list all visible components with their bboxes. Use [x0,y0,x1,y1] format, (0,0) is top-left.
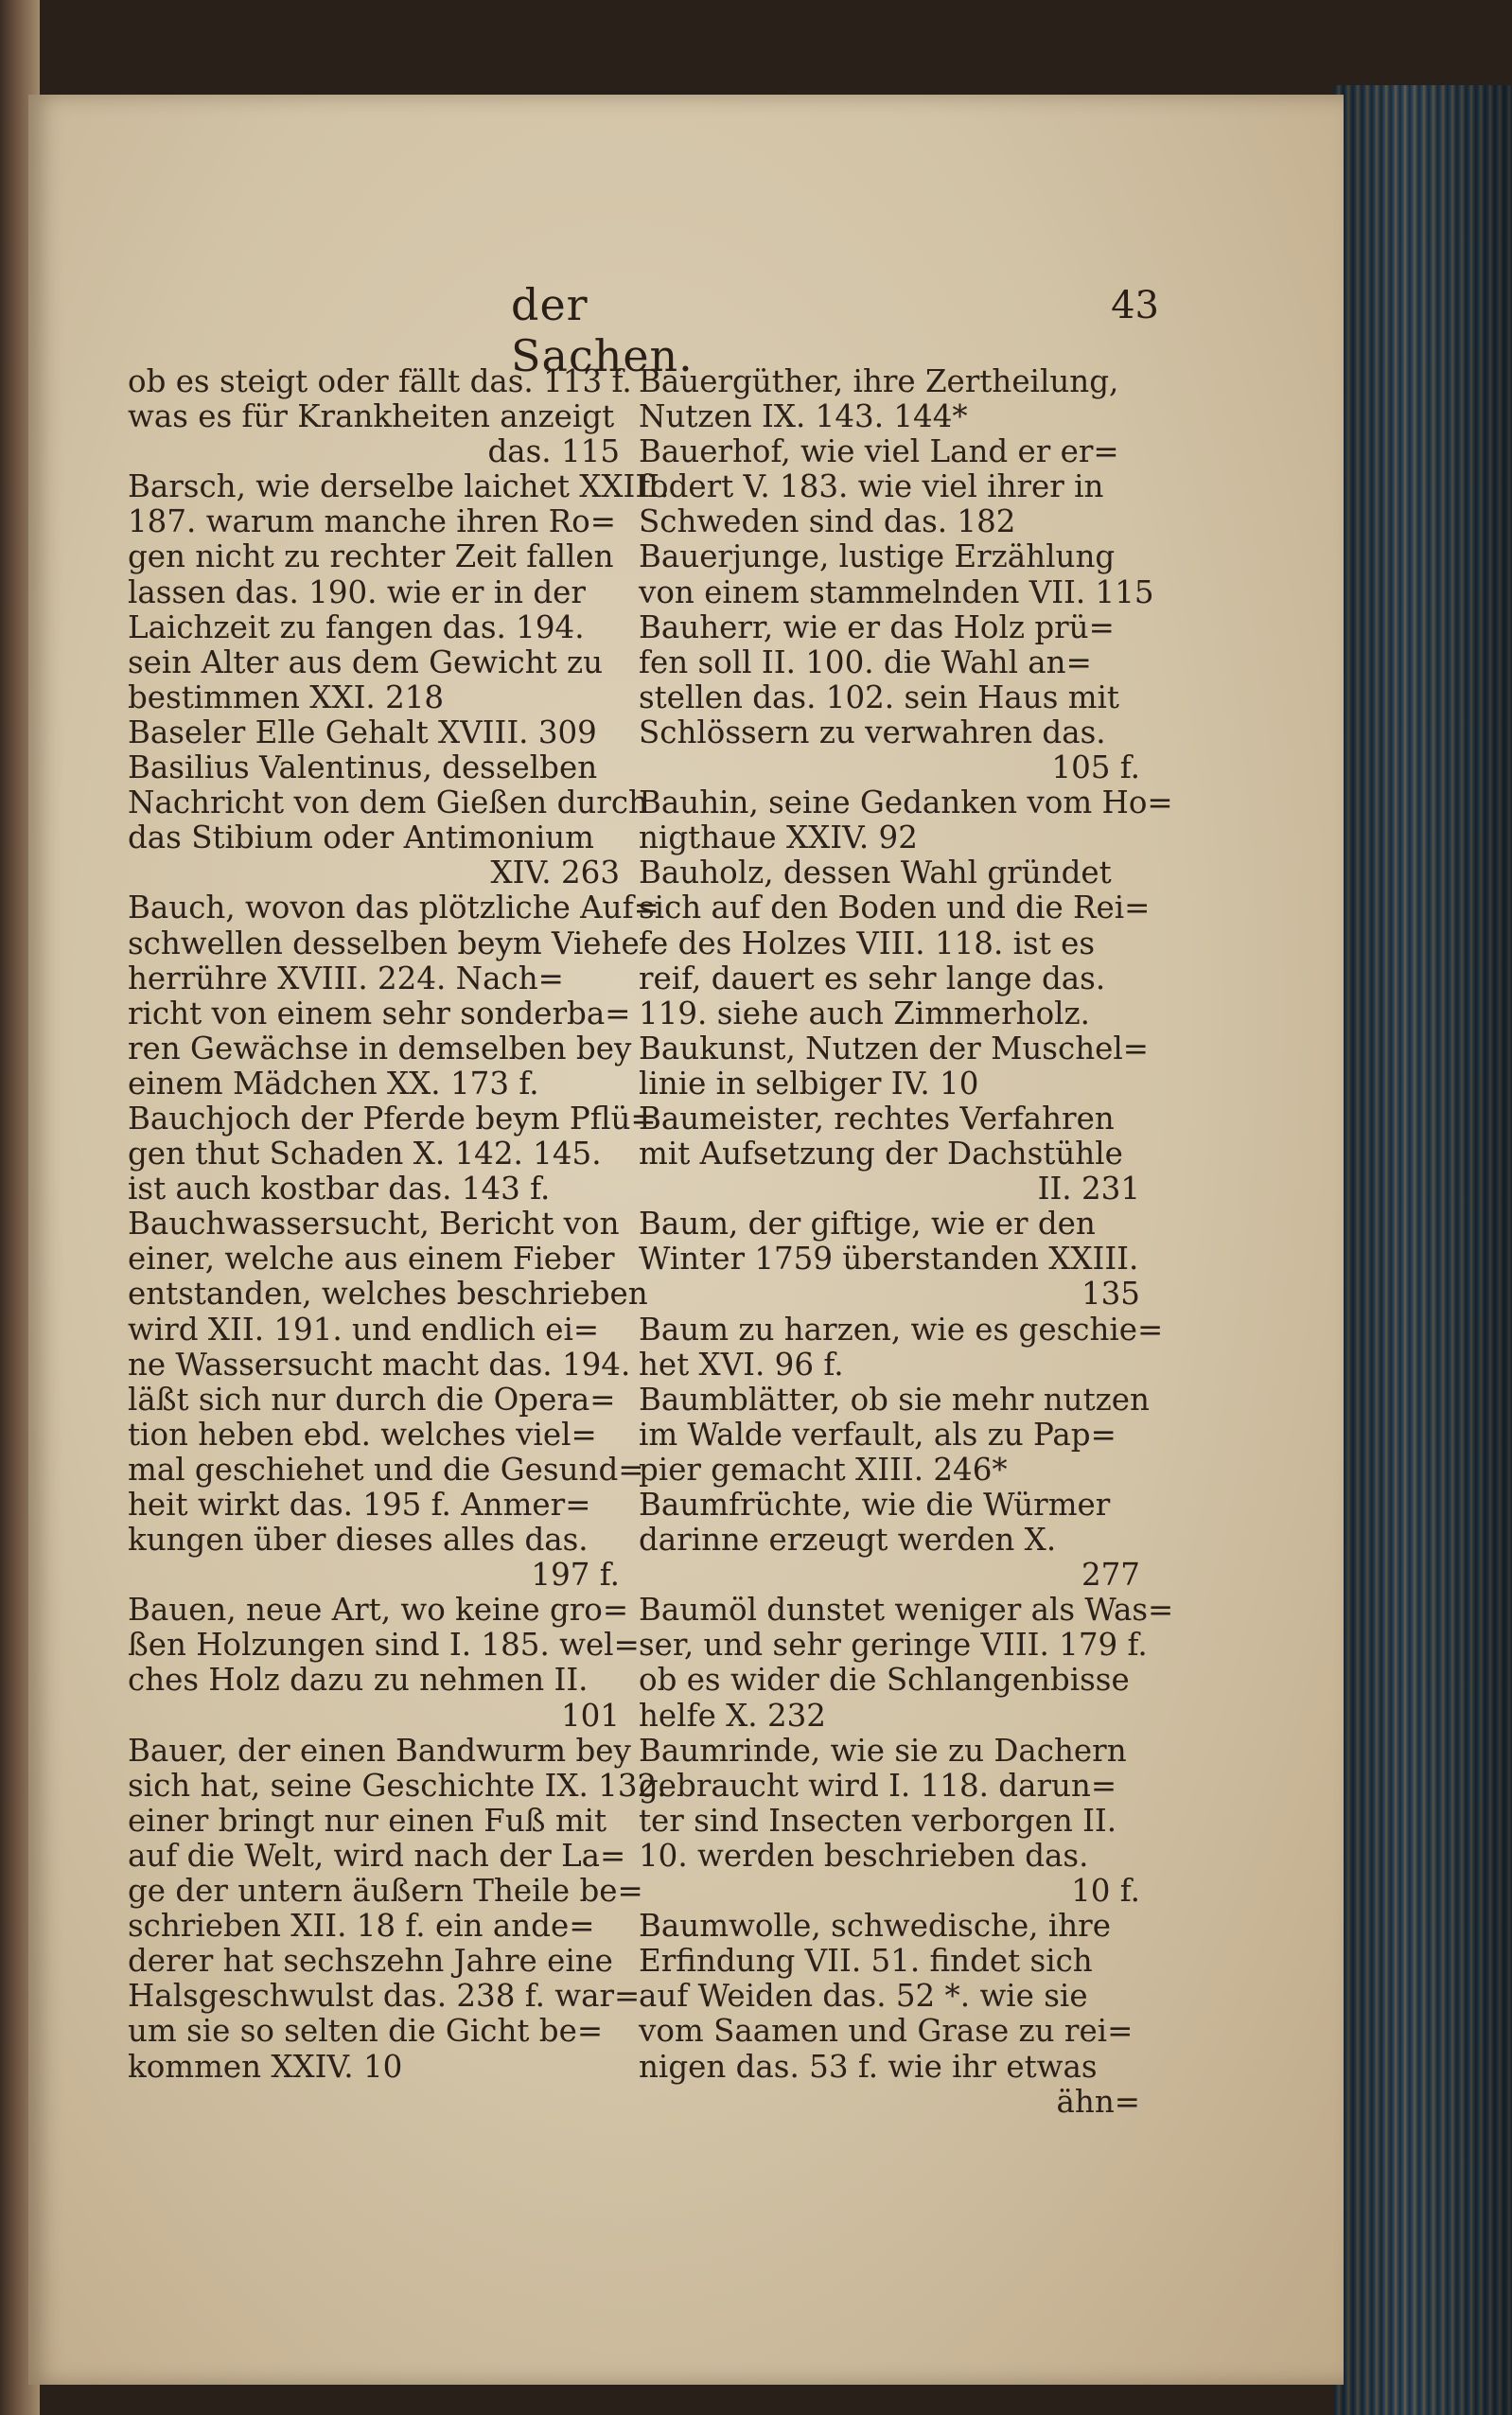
index-entry-line: Baum, der giftige, wie er den [639,1206,1096,1243]
index-entry-line: von einem stammelnden VII. 115 [639,573,1154,610]
index-column-left [128,363,670,2085]
index-entry-line: Bauholz, dessen Wahl gründet [639,855,1112,891]
index-entry [639,1102,1140,1207]
index-entry-line: ob es steigt oder fällt das. 113 f. [128,363,632,399]
index-entry [128,890,659,1102]
index-entry-line: XIV. 263 [490,855,620,891]
index-entry-line: Baumblätter, ob sie mehr nutzen [639,1381,1150,1418]
index-entry-line: schwellen desselben beym Viehe [128,925,640,961]
index-entry-line: läßt sich nur durch die Opera= [128,1381,616,1418]
index-entry-line: Schlössern zu verwahren das. [639,714,1106,750]
index-entry-line: ne Wassersucht macht das. 194. [128,1346,631,1383]
page-number: 43 [1111,284,1159,327]
index-entry-line: wird XII. 191. und endlich ei= [128,1311,600,1348]
index-entry-line: Bauherr, wie er das Holz prü= [639,608,1115,645]
index-entry-line: ter sind Insecten verborgen II. [639,1802,1117,1839]
index-entry-line: Bauerjunge, lustige Erzählung [639,538,1116,575]
index-entry-line: heit wirkt das. 195 f. Anmer= [128,1487,591,1523]
index-entry-line: Bauchwassersucht, Bericht von [128,1206,620,1243]
index-entry [128,749,648,891]
index-entry-line: vom Saamen und Grase zu rei= [639,2013,1134,2050]
index-entry-line: ßen Holzungen sind I. 185. wel= [128,1627,640,1664]
index-entry-line: Bauhin, seine Gedanken vom Ho= [639,784,1173,821]
index-entry-line: ob es wider die Schlangenbisse [639,1662,1130,1699]
index-entry-line: Baumeister, rechtes Verfahren [639,1100,1115,1137]
index-entry-line: Baukunst, Nutzen der Muschel= [639,1030,1149,1066]
index-entry-line: ge der untern äußern Theile be= [128,1873,643,1910]
index-entry-line: Halsgeschwulst das. 238 f. war= [128,1978,641,2015]
index-entry [639,1592,1174,1734]
index-entry-line: Bauch, wovon das plötzliche Auf= [128,890,659,926]
index-entry-line: einer bringt nur einen Fuß mit [128,1802,607,1839]
index-entry-line: auf die Welt, wird nach der La= [128,1837,626,1874]
index-entry-line: richt von einem sehr sonderba= [128,995,631,1031]
index-entry-line: Erfindung VII. 51. findet sich [639,1943,1093,1980]
index-entry-line: mit Aufsetzung der Dachstühle [639,1136,1123,1172]
index-entry-line: Baumrinde, wie sie zu Dachern [639,1732,1127,1769]
index-entry-line: nigen das. 53 f. wie ihr etwas [639,2048,1098,2085]
index-entry [128,363,632,470]
index-entry-line: II. 231 [1037,1171,1140,1208]
index-entry-line: Baum zu harzen, wie es geschie= [639,1311,1164,1348]
index-entry-line: das Stibium oder Antimonium [128,820,594,856]
index-entry-line: Bauer, der einen Bandwurm bey [128,1732,631,1769]
index-entry [128,715,620,750]
index-entry-line: Barsch, wie derselbe laichet XXIII. [128,468,670,505]
index-entry-line: 277 [1081,1557,1140,1594]
index-entry-line: ist auch kostbar das. 143 f. [128,1171,551,1208]
index-entry-line: Bauchjoch der Pferde beym Pflü= [128,1100,657,1137]
index-entry-line: was es für Krankheiten anzeigt [128,398,615,435]
index-entry-line: Baseler Elle Gehalt XVIII. 309 [128,714,597,750]
index-entry [639,855,1151,1031]
index-entry-line: 187. warum manche ihren Ro= [128,503,616,540]
index-entry-line: schrieben XII. 18 f. ein ande= [128,1908,595,1945]
index-entry [639,1909,1140,2120]
index-entry-line: derer hat sechszehn Jahre eine [128,1943,613,1980]
index-entry [639,1207,1140,1312]
running-head: der Sachen. [511,279,694,381]
index-entry-line: Baumöl dunstet weniger als Was= [639,1592,1174,1629]
index-entry [128,1100,657,1208]
index-entry-line: 101 [560,1697,620,1734]
index-entry-line: Laichzeit zu fangen das. 194. [128,608,585,645]
index-entry-line: 105 f. [1051,749,1140,786]
index-entry-line: das. 115 [487,433,620,470]
index-entry-line: tion heben ebd. welches viel= [128,1416,597,1453]
index-entry-line: Bauergüther, ihre Zertheilung, [639,363,1119,399]
index-entry-line: mal geschiehet und die Gesund= [128,1451,644,1488]
index-entry [639,1030,1149,1102]
index-entry-line: fodert V. 183. wie viel ihrer in [639,468,1104,505]
index-entry-line: Basilius Valentinus, desselben [128,749,598,786]
index-entry-line: um sie so selten die Gicht be= [128,2013,604,2050]
index-entry-line: Bauen, neue Art, wo keine gro= [128,1592,629,1629]
index-entry-line: linie in selbiger IV. 10 [639,1065,979,1102]
index-entry-line: Winter 1759 überstanden XXIII. [639,1241,1139,1278]
index-entry [128,1206,648,1594]
index-entry [639,1311,1164,1383]
index-entry-line: Baumfrüchte, wie die Würmer [639,1487,1111,1523]
index-entry-line: sich hat, seine Geschichte IX. 132. [128,1767,667,1804]
index-entry-line: einem Mädchen XX. 173 f. [128,1065,539,1102]
index-entry-line: fe des Holzes VIII. 118. ist es [639,925,1096,961]
index-entry-line: 197 f. [531,1557,620,1594]
index-entry-line: Nachricht von dem Gießen durch [128,784,648,821]
index-entry-line: kungen über dieses alles das. [128,1522,589,1559]
index-column-right [639,363,1174,2120]
index-entry-line: Bauerhof, wie viel Land er er= [639,433,1119,470]
index-entry-line: entstanden, welches beschrieben [128,1276,648,1313]
index-entry-line: 10. werden beschrieben das. [639,1837,1089,1874]
index-entry-line: stellen das. 102. sein Haus mit [639,679,1119,715]
index-entry [639,1381,1150,1488]
index-entry-line: herrühre XVIII. 224. Nach= [128,960,564,996]
index-entry-line: 10 f. [1071,1873,1140,1910]
index-entry-line: 135 [1081,1276,1140,1313]
index-entry-line: reif, dauert es sehr lange das. [639,960,1106,996]
index-entry-line: ren Gewächse in demselben bey [128,1030,632,1066]
index-entry-line: Schweden sind das. 182 [639,503,1016,540]
index-entry [639,364,1140,434]
index-entry [128,1592,640,1734]
index-entry [128,468,670,715]
index-entry [639,610,1140,785]
index-entry-line: Nutzen IX. 143. 144* [639,398,968,435]
index-entry-line: im Walde verfault, als zu Pap= [639,1416,1116,1453]
index-entry-line: ches Holz dazu zu nehmen II. [128,1662,589,1699]
index-entry-line: gen thut Schaden X. 142. 145. [128,1136,602,1172]
index-entry-line: pier gemacht XIII. 246* [639,1451,1008,1488]
index-entry [639,1488,1140,1593]
index-entry [639,1734,1140,1909]
index-entry-line: sich auf den Boden und die Rei= [639,890,1151,926]
index-entry-line: bestimmen XXI. 218 [128,679,445,715]
index-entry-line: gen nicht zu rechter Zeit fallen [128,538,614,575]
index-entry-line: kommen XXIV. 10 [128,2048,403,2085]
index-entry-line: darinne erzeugt werden X. [639,1522,1057,1559]
index-entry-line: sein Alter aus dem Gewicht zu [128,643,604,680]
index-entry [639,784,1173,856]
index-entry-line: ser, und sehr geringe VIII. 179 f. [639,1627,1148,1664]
fore-edge-shadow [1334,85,1512,2415]
index-entry-line: het XVI. 96 f. [639,1346,844,1383]
index-entry-line: helfe X. 232 [639,1697,826,1734]
index-entry-line: fen soll II. 100. die Wahl an= [639,643,1092,680]
index-entry-line: einer, welche aus einem Fieber [128,1241,615,1278]
index-entry-line: 119. siehe auch Zimmerholz. [639,995,1090,1031]
index-entry-line: gebraucht wird I. 118. darun= [639,1767,1117,1804]
index-entry [639,538,1154,610]
index-entry-line: Baumwolle, schwedische, ihre [639,1908,1111,1945]
index-entry-line: auf Weiden das. 52 *. wie sie [639,1978,1088,2015]
index-entry [639,434,1140,539]
index-entry-line: nigthaue XXIV. 92 [639,820,918,856]
index-entry-line: ähn= [1056,2083,1140,2120]
index-entry [128,1732,667,2085]
index-entry-line: lassen das. 190. wie er in der [128,573,586,610]
